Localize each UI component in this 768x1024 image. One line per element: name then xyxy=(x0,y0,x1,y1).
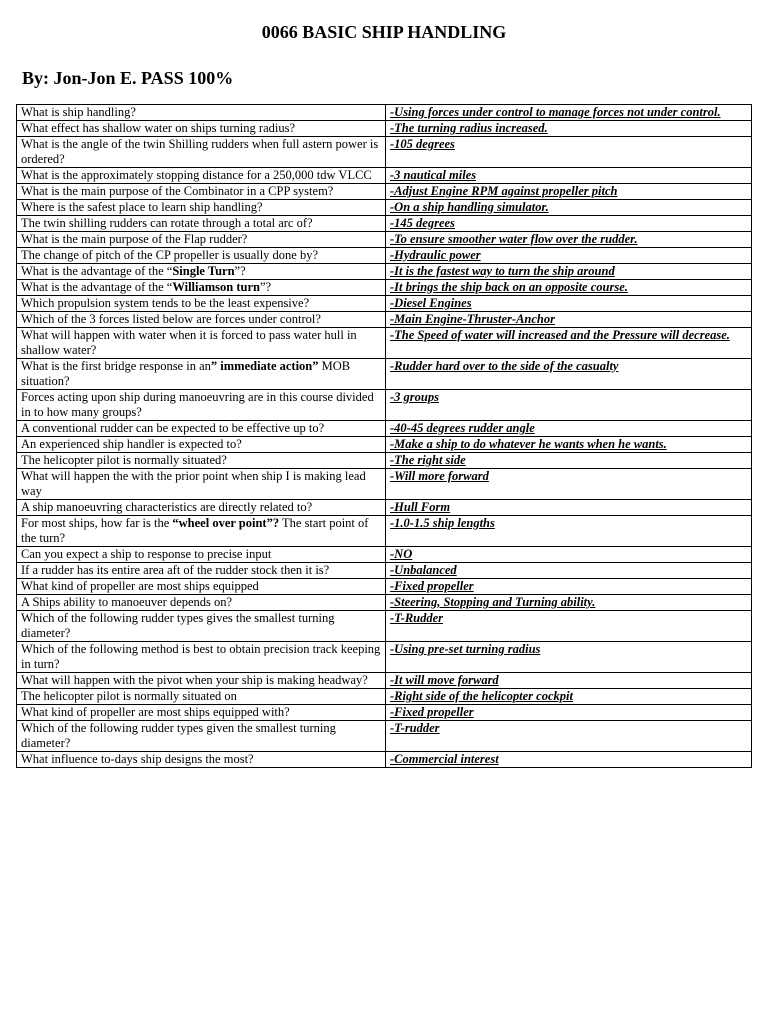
answer-cell: -Adjust Engine RPM against propeller pitch xyxy=(386,184,752,200)
question-cell: Can you expect a ship to response to precise input xyxy=(17,547,386,563)
answer-cell: -NO xyxy=(386,547,752,563)
answer-cell: -It brings the ship back on an opposite course. xyxy=(386,280,752,296)
question-cell: The twin shilling rudders can rotate through a total arc of? xyxy=(17,216,386,232)
table-row xyxy=(17,105,752,121)
question-text: What is the first bridge response in an xyxy=(21,359,211,373)
question-text: The start point of the turn? xyxy=(21,516,369,545)
question-cell xyxy=(17,264,386,280)
answer-cell: -Commercial interest xyxy=(386,752,752,768)
answer-cell: -40-45 degrees rudder angle xyxy=(386,421,752,437)
table-row xyxy=(17,721,752,752)
answer-cell: -The turning radius increased. xyxy=(386,121,752,137)
answer-cell: -Hydraulic power xyxy=(386,248,752,264)
question-cell: What is the approximately stopping distance for a 250,000 tdw VLCC xyxy=(17,168,386,184)
question-cell: A conventional rudder can be expected to be effective up to? xyxy=(17,421,386,437)
question-cell: A ship manoeuvring characteristics are directly related to? xyxy=(17,500,386,516)
question-cell: Forces acting upon ship during manoeuvring are in this course divided in to how many groups? xyxy=(17,390,386,421)
question-cell: Which of the 3 forces listed below are forces under control? xyxy=(17,312,386,328)
table-row xyxy=(17,673,752,689)
table-row xyxy=(17,563,752,579)
table-row xyxy=(17,359,752,390)
table-row xyxy=(17,137,752,168)
answer-cell: -Fixed propeller xyxy=(386,579,752,595)
question-cell: The change of pitch of the CP propeller is usually done by? xyxy=(17,248,386,264)
document-title: 0066 BASIC SHIP HANDLING xyxy=(261,22,507,42)
table-row xyxy=(17,500,752,516)
answer-cell: -145 degrees xyxy=(386,216,752,232)
table-row xyxy=(17,296,752,312)
answer-cell: -Unbalanced xyxy=(386,563,752,579)
answer-cell: -Main Engine-Thruster-Anchor xyxy=(386,312,752,328)
answer-cell: -Right side of the helicopter cockpit xyxy=(386,689,752,705)
question-cell: A Ships ability to manoeuver depends on? xyxy=(17,595,386,611)
question-text: For most ships, how far is the xyxy=(21,516,173,530)
answer-cell: -It is the fastest way to turn the ship around xyxy=(386,264,752,280)
question-text: What is the advantage of the “ xyxy=(21,280,173,294)
question-cell: What is the main purpose of the Combinator in a CPP system? xyxy=(17,184,386,200)
table-row xyxy=(17,642,752,673)
question-text: ”? xyxy=(234,264,246,278)
table-row xyxy=(17,168,752,184)
table-row xyxy=(17,264,752,280)
table-row xyxy=(17,232,752,248)
question-cell: What will happen with the pivot when your ship is making headway? xyxy=(17,673,386,689)
table-row xyxy=(17,421,752,437)
table-row xyxy=(17,453,752,469)
table-row xyxy=(17,689,752,705)
question-cell: What influence to-days ship designs the most? xyxy=(17,752,386,768)
answer-cell: -3 nautical miles xyxy=(386,168,752,184)
table-row xyxy=(17,579,752,595)
question-cell: Which propulsion system tends to be the least expensive? xyxy=(17,296,386,312)
question-cell: What effect has shallow water on ships turning radius? xyxy=(17,121,386,137)
answer-cell: -Fixed propeller xyxy=(386,705,752,721)
question-cell: What kind of propeller are most ships equipped with? xyxy=(17,705,386,721)
answer-cell: -The Speed of water will increased and the Pressure will decrease. xyxy=(386,328,752,359)
question-cell: What will happen the with the prior point when ship I is making lead way xyxy=(17,469,386,500)
question-cell: The helicopter pilot is normally situated on xyxy=(17,689,386,705)
question-emphasis: ” immediate action” xyxy=(210,359,319,373)
question-cell: Which of the following rudder types gives the smallest turning diameter? xyxy=(17,611,386,642)
table-row xyxy=(17,184,752,200)
answer-cell: -Using pre-set turning radius xyxy=(386,642,752,673)
author-byline: By: Jon-Jon E. PASS 100% xyxy=(22,68,234,88)
question-cell xyxy=(17,359,386,390)
table-row xyxy=(17,280,752,296)
table-row xyxy=(17,595,752,611)
table-row xyxy=(17,469,752,500)
question-cell: Where is the safest place to learn ship handling? xyxy=(17,200,386,216)
table-row xyxy=(17,611,752,642)
table-row xyxy=(17,121,752,137)
question-emphasis: “wheel over point”? xyxy=(172,516,280,530)
table-row xyxy=(17,328,752,359)
question-cell: If a rudder has its entire area aft of the rudder stock then it is? xyxy=(17,563,386,579)
question-cell: What kind of propeller are most ships equipped xyxy=(17,579,386,595)
qa-table-body xyxy=(17,105,752,768)
question-text: What is the advantage of the “ xyxy=(21,264,173,278)
table-row xyxy=(17,752,752,768)
answer-cell: -Using forces under control to manage forces not under control. xyxy=(386,105,752,121)
answer-cell: -Steering, Stopping and Turning ability. xyxy=(386,595,752,611)
table-row xyxy=(17,200,752,216)
table-row xyxy=(17,437,752,453)
question-emphasis: Williamson turn xyxy=(172,280,260,294)
table-row xyxy=(17,312,752,328)
table-row xyxy=(17,248,752,264)
question-emphasis: Single Turn xyxy=(172,264,235,278)
answer-cell: -Diesel Engines xyxy=(386,296,752,312)
answer-cell: -T-rudder xyxy=(386,721,752,752)
question-cell: The helicopter pilot is normally situated? xyxy=(17,453,386,469)
table-row xyxy=(17,705,752,721)
question-text: ”? xyxy=(259,280,272,294)
table-row xyxy=(17,516,752,547)
question-cell: Which of the following rudder types given the smallest turning diameter? xyxy=(17,721,386,752)
qa-table xyxy=(16,104,752,768)
table-row xyxy=(17,216,752,232)
answer-cell: -Rudder hard over to the side of the casualty xyxy=(386,359,752,390)
answer-cell: -1.0-1.5 ship lengths xyxy=(386,516,752,547)
table-row xyxy=(17,390,752,421)
question-cell: What is ship handling? xyxy=(17,105,386,121)
question-cell xyxy=(17,280,386,296)
answer-cell: -Make a ship to do whatever he wants when he wants. xyxy=(386,437,752,453)
question-cell: What is the angle of the twin Shilling rudders when full astern power is ordered? xyxy=(17,137,386,168)
question-cell: What will happen with water when it is forced to pass water hull in shallow water? xyxy=(17,328,386,359)
question-cell: An experienced ship handler is expected to? xyxy=(17,437,386,453)
answer-cell: -3 groups xyxy=(386,390,752,421)
question-cell xyxy=(17,516,386,547)
answer-cell: -Hull Form xyxy=(386,500,752,516)
answer-cell: -T-Rudder xyxy=(386,611,752,642)
answer-cell: -Will more forward xyxy=(386,469,752,500)
answer-cell: -To ensure smoother water flow over the rudder. xyxy=(386,232,752,248)
question-cell: What is the main purpose of the Flap rudder? xyxy=(17,232,386,248)
question-text: MOB situation? xyxy=(21,359,351,388)
answer-cell: -105 degrees xyxy=(386,137,752,168)
table-row xyxy=(17,547,752,563)
question-cell: Which of the following method is best to obtain precision track keeping in turn? xyxy=(17,642,386,673)
answer-cell: -It will move forward xyxy=(386,673,752,689)
answer-cell: -The right side xyxy=(386,453,752,469)
answer-cell: -On a ship handling simulator. xyxy=(386,200,752,216)
